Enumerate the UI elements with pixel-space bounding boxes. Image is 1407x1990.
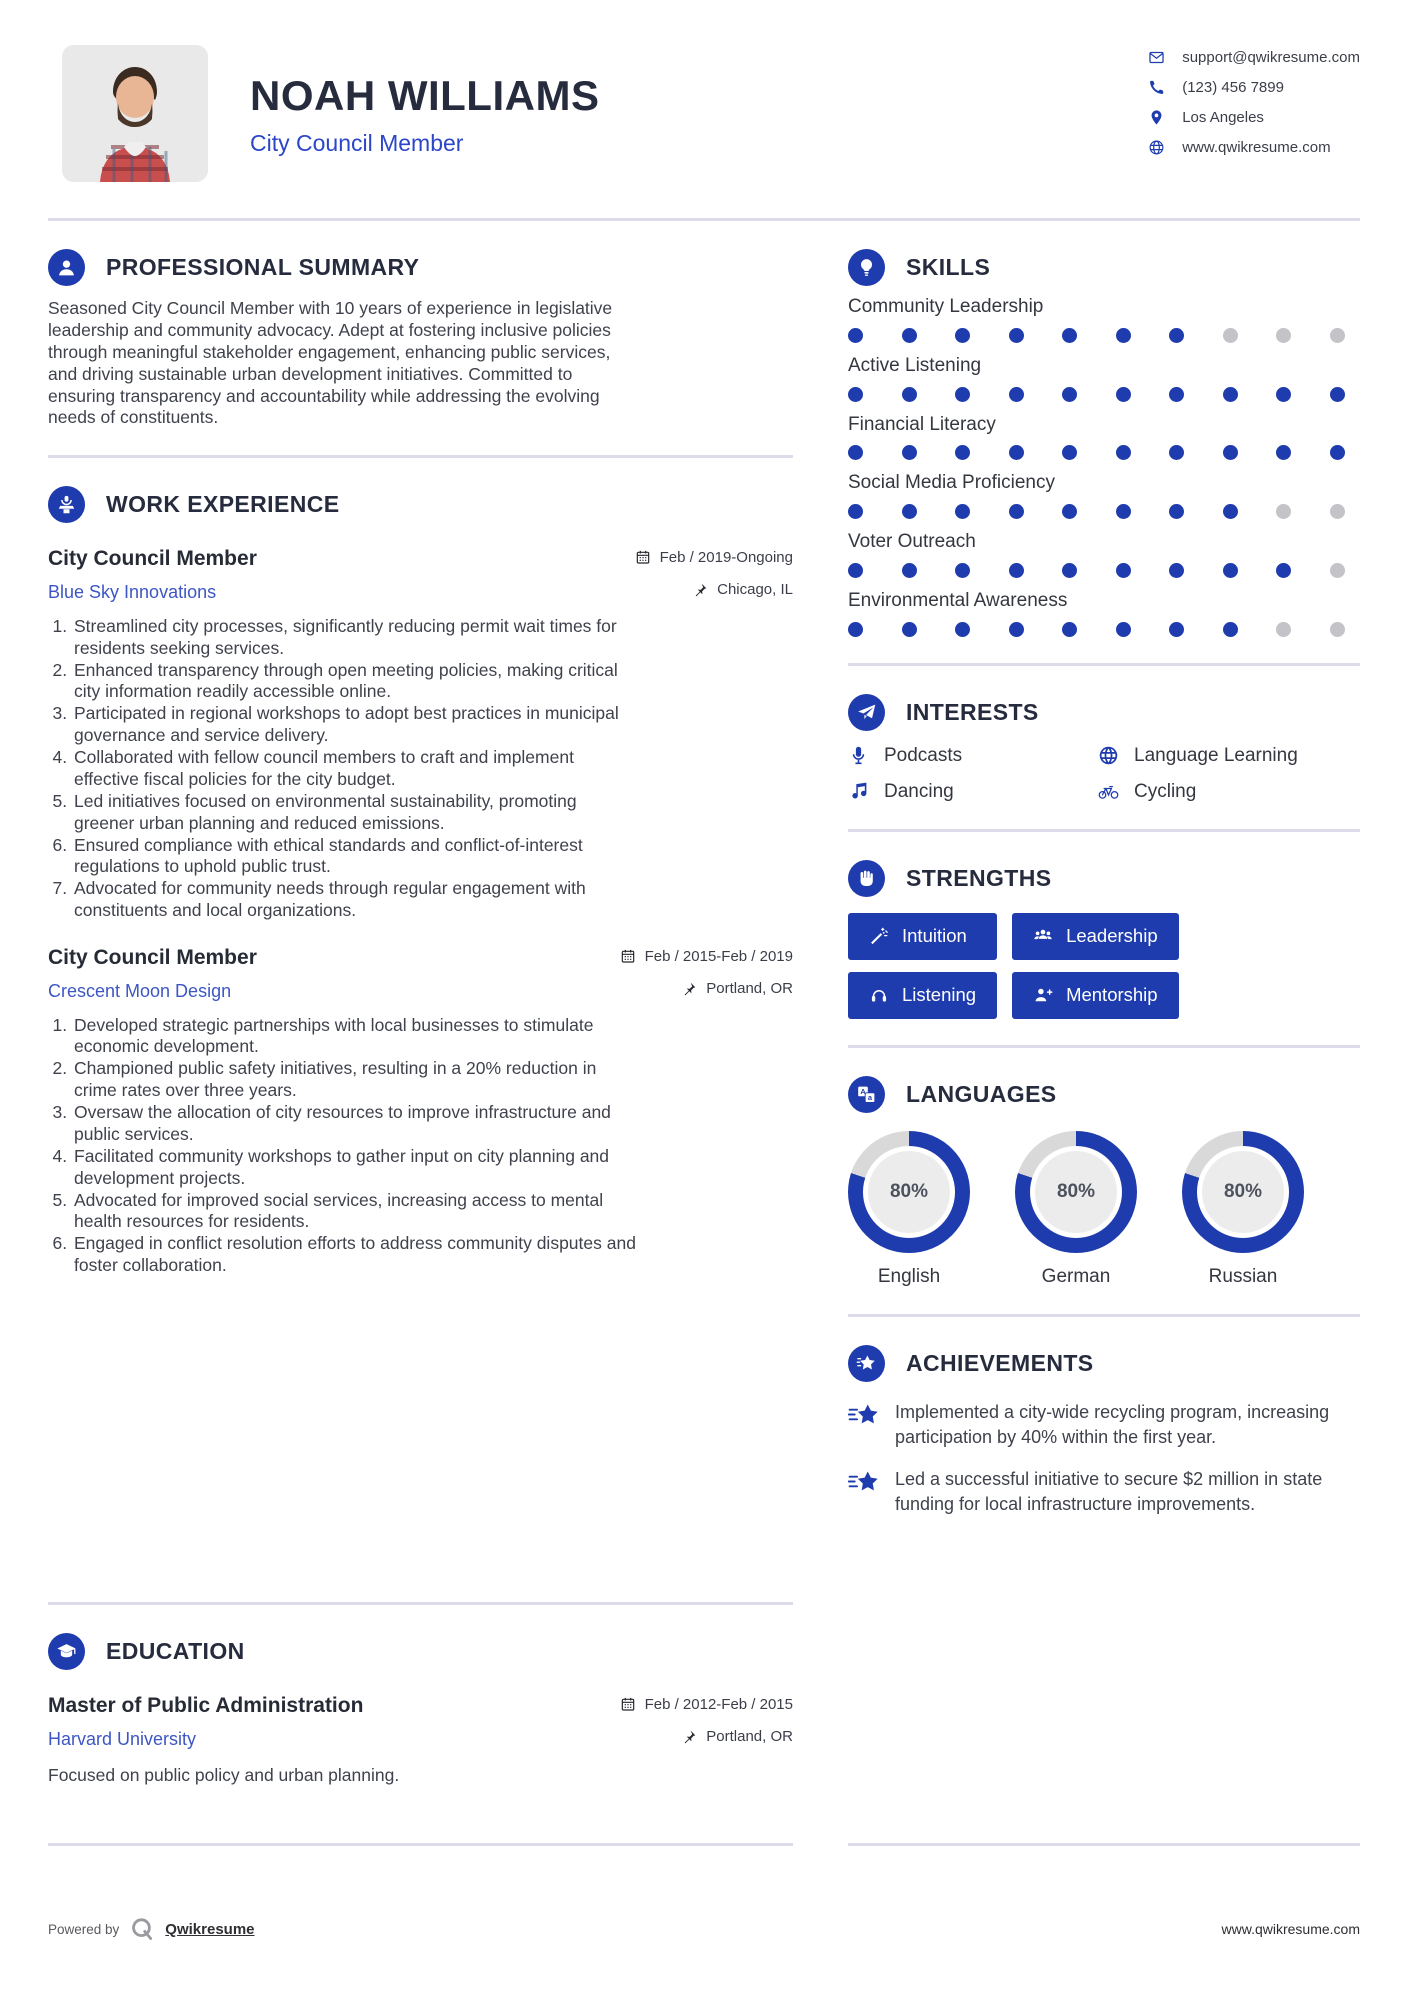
achievements-section-head	[848, 1345, 1360, 1382]
strength-label: Listening	[902, 984, 977, 1006]
school-link[interactable]: Harvard University	[48, 1728, 197, 1749]
rating-dot-filled	[1169, 387, 1184, 402]
achievements-list	[848, 1400, 1360, 1517]
team-icon	[1033, 926, 1053, 946]
job-duty: 1. Streamlined city processes, significantly reducing permit wait times for residents seeking services.	[72, 616, 640, 660]
divider	[48, 1602, 793, 1605]
interest-item	[1098, 781, 1360, 803]
language-percent: 80%	[1056, 1180, 1096, 1202]
language-item	[1182, 1131, 1304, 1288]
rating-dot-filled	[955, 328, 970, 343]
rating-dot-filled	[1169, 504, 1184, 519]
svg-text:a: a	[867, 1092, 873, 1102]
rating-dot-empty	[1276, 328, 1291, 343]
calendar-icon	[620, 1696, 636, 1712]
contact-text-location: Los Angeles	[1182, 109, 1264, 126]
footer-site: www.qwikresume.com	[1221, 1921, 1360, 1937]
shooting-star-icon	[848, 1468, 880, 1495]
divider	[48, 1843, 793, 1846]
phone-icon	[1148, 79, 1165, 96]
rating-dot-filled	[1009, 504, 1024, 519]
skill-item	[848, 531, 1360, 578]
company-link[interactable]: Blue Sky Innovations	[48, 581, 217, 602]
world-icon	[1098, 745, 1119, 766]
job	[48, 547, 793, 922]
svg-text:A: A	[860, 1086, 866, 1096]
interests-section-head	[848, 694, 1360, 731]
company-link[interactable]: Crescent Moon Design	[48, 980, 232, 1001]
contact-list	[1148, 45, 1360, 156]
profile-photo	[62, 45, 208, 182]
rating-dot-filled	[1276, 387, 1291, 402]
job-duties	[48, 616, 640, 922]
pushpin-icon	[681, 1729, 697, 1745]
language-ring	[1182, 1131, 1304, 1253]
rating-dot-filled	[1116, 328, 1131, 343]
job-location	[692, 581, 793, 598]
rating-dot-empty	[1330, 504, 1345, 519]
job-duty: 6. Engaged in conflict resolution efforts to address community disputes and foster collaboration.	[72, 1233, 640, 1277]
achievement-text: Led a successful initiative to secure $2 million in state funding for local infrastructure improvements.	[895, 1469, 1323, 1515]
interest-item	[848, 745, 1098, 767]
pushpin-icon	[681, 981, 697, 997]
rating-dot-filled	[902, 387, 917, 402]
skill-name: Financial Literacy	[848, 413, 996, 435]
skill-rating	[848, 563, 1345, 578]
contact-row-phone[interactable]	[1148, 79, 1360, 96]
job-duty: 2. Enhanced transparency through open meeting policies, making critical city information readily accessible online.	[72, 660, 640, 704]
fist-icon	[848, 860, 885, 897]
language-ring	[1015, 1131, 1137, 1253]
interest-item	[1098, 745, 1360, 767]
contact-row-globe[interactable]	[1148, 139, 1360, 156]
globe-icon	[1148, 139, 1165, 156]
location-icon	[1148, 109, 1165, 126]
education-heading: EDUCATION	[106, 1638, 245, 1664]
rating-dot-filled	[1062, 504, 1077, 519]
job-duty: 2. Championed public safety initiatives, resulting in a 20% reduction in crime rates over three years.	[72, 1058, 640, 1102]
rating-dot-filled	[1169, 563, 1184, 578]
rating-dot-filled	[1223, 387, 1238, 402]
job-duty: 1. Developed strategic partnerships with local businesses to stimulate economic development.	[72, 1015, 640, 1059]
rating-dot-filled	[1276, 563, 1291, 578]
divider	[848, 829, 1360, 832]
summary-section-head	[48, 249, 793, 286]
skills-section-head	[848, 249, 1360, 286]
job-location-text: Chicago, IL	[717, 581, 793, 599]
right-column	[848, 221, 1360, 1517]
education-date-text: Feb / 2012-Feb / 2015	[644, 1695, 793, 1713]
job-dates-text: Feb / 2019-Ongoing	[659, 548, 793, 566]
rating-dot-filled	[1062, 622, 1077, 637]
rating-dot-filled	[848, 387, 863, 402]
skills-list	[848, 296, 1360, 637]
rating-dot-filled	[1330, 387, 1345, 402]
rating-dot-filled	[1223, 445, 1238, 460]
divider	[848, 663, 1360, 666]
strengths-section-head	[848, 860, 1360, 897]
job-duty: 6. Ensured compliance with ethical standards and conflict-of-interest regulations to uphold public trust.	[72, 835, 640, 879]
strengths-heading: STRENGTHS	[906, 864, 1052, 891]
rating-dot-empty	[1223, 328, 1238, 343]
language-item	[848, 1131, 970, 1288]
skill-name: Community Leadership	[848, 296, 1044, 317]
contact-text-email[interactable]: support@qwikresume.com	[1182, 49, 1360, 66]
rating-dot-filled	[1009, 387, 1024, 402]
rating-dot-filled	[848, 328, 863, 343]
education-section-head	[48, 1633, 793, 1670]
achievements-heading: ACHIEVEMENTS	[906, 1349, 1094, 1376]
rating-dot-filled	[902, 563, 917, 578]
qwikresume-link[interactable]: Qwikresume	[165, 1920, 255, 1938]
job-title: City Council Member	[48, 946, 257, 969]
job-dates-text: Feb / 2015-Feb / 2019	[644, 947, 793, 965]
rating-dot-filled	[1169, 445, 1184, 460]
job	[48, 946, 793, 1277]
strength-badge	[848, 913, 997, 960]
bicycle-icon	[1098, 781, 1119, 802]
skill-rating	[848, 445, 1345, 460]
rating-dot-filled	[955, 504, 970, 519]
interests-heading: INTERESTS	[906, 698, 1039, 725]
contact-text-phone[interactable]: (123) 456 7899	[1182, 79, 1284, 96]
rating-dot-filled	[848, 622, 863, 637]
job-duty: 5. Advocated for improved social services, increasing access to mental health resources for residents.	[72, 1190, 640, 1234]
skill-item	[848, 472, 1360, 519]
job-duty: 3. Oversaw the allocation of city resources to improve infrastructure and public services.	[72, 1102, 640, 1146]
strengths-list	[848, 913, 1360, 1019]
rating-dot-filled	[902, 445, 917, 460]
job-duty: 4. Collaborated with fellow council members to craft and implement effective fiscal policies for the city budget.	[72, 747, 640, 791]
language-name: English	[877, 1265, 941, 1287]
contact-row-location	[1148, 109, 1360, 126]
rating-dot-filled	[1116, 504, 1131, 519]
job-dates	[635, 549, 793, 566]
rating-dot-filled	[1009, 445, 1024, 460]
contact-row-email[interactable]	[1148, 49, 1360, 66]
rating-dot-empty	[1276, 504, 1291, 519]
interest-label: Cycling	[1134, 780, 1197, 802]
education-location-text: Portland, OR	[706, 1728, 793, 1745]
rating-dot-filled	[1009, 563, 1024, 578]
main-content	[0, 221, 1407, 1517]
languages-list	[848, 1131, 1360, 1288]
skill-item	[848, 414, 1360, 461]
summary-heading: PROFESSIONAL SUMMARY	[106, 254, 420, 280]
rating-dot-filled	[848, 445, 863, 460]
interest-label: Dancing	[884, 780, 954, 802]
rating-dot-filled	[1062, 563, 1077, 578]
rating-dot-filled	[902, 504, 917, 519]
interests-list	[848, 745, 1360, 803]
language-item	[1015, 1131, 1137, 1288]
rating-dot-filled	[1062, 328, 1077, 343]
rating-dot-filled	[848, 563, 863, 578]
rating-dot-filled	[1062, 387, 1077, 402]
paper-plane-icon	[848, 694, 885, 731]
rating-dot-filled	[1009, 622, 1024, 637]
footer	[48, 1916, 1360, 1942]
powered-by-label: Powered by	[48, 1921, 120, 1937]
skill-item	[848, 355, 1360, 402]
rating-dot-empty	[1330, 622, 1345, 637]
jobs-list	[48, 547, 793, 1277]
job-duty: 4. Facilitated community workshops to gather input on city planning and development projects.	[72, 1146, 640, 1190]
podium-icon	[48, 486, 85, 523]
languages-section-head	[848, 1076, 1360, 1113]
rating-dot-filled	[1116, 445, 1131, 460]
language-percent: 80%	[1223, 1180, 1263, 1202]
music-note-icon	[848, 781, 869, 802]
languages-heading: LANGUAGES	[906, 1080, 1057, 1107]
interest-item	[848, 781, 1098, 803]
achievement-text: Implemented a city-wide recycling program, increasing participation by 40% within the first year.	[895, 1401, 1330, 1447]
skill-rating	[848, 328, 1345, 343]
education-location	[681, 1728, 793, 1745]
rating-dot-empty	[1330, 328, 1345, 343]
job-title: City Council Member	[48, 547, 257, 571]
person-title: City Council Member	[250, 130, 464, 156]
education-dates	[620, 1696, 793, 1713]
calendar-icon	[620, 948, 636, 964]
rating-dot-filled	[848, 504, 863, 519]
strength-badge	[1012, 913, 1179, 960]
rating-dot-filled	[1276, 445, 1291, 460]
divider	[848, 1314, 1360, 1317]
job-location-text: Portland, OR	[706, 980, 793, 997]
job-duties	[48, 1015, 640, 1278]
summary-text: Seasoned City Council Member with 10 years of experience in legislative leadership and community advocacy. Adept at fostering inclusive policies through meaningful stakeholder engagement, enhancing public services, and driving sustainable urban development initiatives. Committed to ensuring transparency and accountability while addressing the evolving needs of constituents.	[48, 298, 613, 428]
microphone-icon	[848, 745, 869, 766]
strength-badge	[1012, 972, 1179, 1019]
contact-text-globe[interactable]: www.qwikresume.com	[1182, 139, 1331, 156]
rating-dot-filled	[1169, 328, 1184, 343]
star-badge-icon	[848, 1345, 885, 1382]
skill-name: Environmental Awareness	[848, 589, 1068, 611]
degree-title: Master of Public Administration	[48, 1694, 364, 1717]
job-duty: 3. Participated in regional workshops to adopt best practices in municipal governance and service delivery.	[72, 703, 640, 747]
education-section	[48, 1602, 793, 1786]
calendar-icon	[635, 549, 651, 565]
rating-dot-empty	[1276, 622, 1291, 637]
job-location	[681, 980, 793, 997]
divider	[848, 1843, 1360, 1846]
interest-label: Podcasts	[884, 744, 963, 766]
lightbulb-icon	[848, 249, 885, 286]
translate-icon	[848, 1076, 885, 1113]
rating-dot-filled	[1062, 445, 1077, 460]
rating-dot-filled	[1116, 622, 1131, 637]
job-duty: 7. Advocated for community needs through regular engagement with constituents and local organizations.	[72, 878, 640, 922]
job-dates	[620, 948, 793, 965]
headphones-icon	[869, 985, 889, 1005]
interest-label: Language Learning	[1134, 744, 1298, 766]
skill-rating	[848, 622, 1345, 637]
person-name: NOAH WILLIAMS	[250, 72, 600, 119]
divider	[48, 455, 793, 458]
skill-name: Voter Outreach	[848, 531, 976, 553]
rating-dot-filled	[1009, 328, 1024, 343]
skill-item	[848, 296, 1360, 343]
graduation-cap-icon	[48, 1633, 85, 1670]
left-column	[48, 221, 793, 1277]
skill-rating	[848, 387, 1345, 402]
divider	[848, 1045, 1360, 1048]
pushpin-icon	[692, 582, 708, 598]
strength-label: Mentorship	[1066, 984, 1158, 1006]
magic-wand-icon	[869, 926, 889, 946]
header	[0, 0, 1407, 182]
skill-item	[848, 590, 1360, 637]
shooting-star-icon	[848, 1401, 880, 1428]
rating-dot-filled	[955, 563, 970, 578]
language-name: German	[1041, 1265, 1111, 1287]
rating-dot-filled	[1169, 622, 1184, 637]
achievement-item	[848, 1467, 1360, 1517]
user-plus-icon	[1033, 985, 1053, 1005]
rating-dot-filled	[955, 622, 970, 637]
language-name: Russian	[1208, 1265, 1278, 1287]
achievement-item	[848, 1400, 1360, 1450]
strength-label: Intuition	[902, 925, 967, 947]
job-duty: 5. Led initiatives focused on environmental sustainability, promoting greener urban planning and reduced emissions.	[72, 791, 640, 835]
work-section-head	[48, 486, 793, 523]
rating-dot-filled	[1223, 622, 1238, 637]
work-heading: WORK EXPERIENCE	[106, 491, 340, 518]
strength-badge	[848, 972, 997, 1019]
rating-dot-empty	[1330, 563, 1345, 578]
language-ring	[848, 1131, 970, 1253]
skill-name: Social Media Proficiency	[848, 472, 1055, 494]
rating-dot-filled	[902, 622, 917, 637]
email-icon	[1148, 49, 1165, 66]
skills-heading: SKILLS	[906, 254, 991, 280]
skill-name: Active Listening	[848, 354, 982, 376]
rating-dot-filled	[955, 387, 970, 402]
rating-dot-filled	[1116, 563, 1131, 578]
rating-dot-filled	[1223, 504, 1238, 519]
rating-dot-filled	[1116, 387, 1131, 402]
education-note: Focused on public policy and urban planning.	[48, 1764, 400, 1785]
language-percent: 80%	[889, 1180, 929, 1202]
skill-rating	[848, 504, 1345, 519]
rating-dot-filled	[1330, 445, 1345, 460]
rating-dot-filled	[1223, 563, 1238, 578]
rating-dot-filled	[955, 445, 970, 460]
user-icon	[48, 249, 85, 286]
rating-dot-filled	[902, 328, 917, 343]
strength-label: Leadership	[1066, 925, 1158, 947]
powered-by	[48, 1916, 255, 1942]
qwikresume-logo	[129, 1916, 155, 1942]
